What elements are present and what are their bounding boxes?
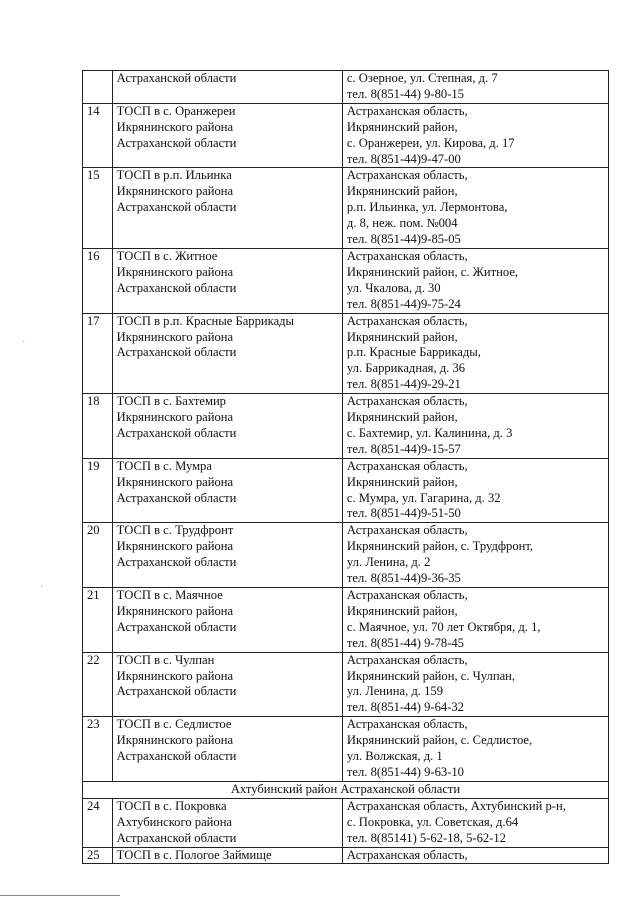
cell-line: Астраханская область, xyxy=(346,103,468,118)
office-name-cell xyxy=(112,588,342,653)
row-number: 18 xyxy=(83,394,113,459)
cell-line: ТОСП в р.п. Красные Баррикады xyxy=(116,313,295,328)
office-name-cell xyxy=(112,847,342,864)
office-name-cell xyxy=(112,798,342,847)
cell-line: Астраханской области xyxy=(116,684,237,699)
office-name-cell xyxy=(112,717,342,782)
cell-line: Икрянинский район, xyxy=(346,410,458,425)
cell-line: с. Бахтемир, ул. Калинина, д. 3 xyxy=(346,425,513,440)
cell-line: ТОСП в р.п. Ильинка xyxy=(116,168,232,183)
cell-line: р.п. Ильинка, ул. Лермонтова, xyxy=(346,200,508,215)
cell-line: д. 8, неж. пом. №004 xyxy=(346,216,458,231)
row-number: 22 xyxy=(83,652,113,717)
table-row xyxy=(83,523,609,588)
cell-line: Икрянинский район, с. Трудфронт, xyxy=(346,539,534,554)
office-address-cell xyxy=(342,313,608,394)
office-name-cell xyxy=(112,71,342,104)
cell-line: Икрянинского района xyxy=(116,410,234,425)
cell-line: Икрянинского района xyxy=(116,733,234,748)
row-number: 25 xyxy=(83,847,113,864)
office-address-cell xyxy=(342,847,608,864)
cell-line: Астраханской области xyxy=(116,425,237,440)
cell-line: Икрянинский район, с. Житное, xyxy=(346,264,519,279)
scan-speck-mark: · xyxy=(22,337,26,348)
cell-line: тел. 8(851-44)9-75-24 xyxy=(346,296,461,311)
cell-line: Икрянинского района xyxy=(116,603,234,618)
cell-line: Икрянинского района xyxy=(116,119,234,134)
office-name-cell xyxy=(112,523,342,588)
cell-line: Астраханской области xyxy=(116,619,237,634)
cell-line: р.п. Красные Баррикады, xyxy=(346,345,481,360)
cell-line: Икрянинский район, с. Седлистое, xyxy=(346,733,533,748)
cell-line: Астраханской области xyxy=(116,345,237,360)
cell-line: Икрянинского района xyxy=(116,264,234,279)
table-row xyxy=(83,588,609,653)
cell-line: тел. 8(851-44) 9-63-10 xyxy=(346,764,464,779)
cell-line: ул. Баррикадная, д. 36 xyxy=(346,361,466,376)
cell-line: Астраханской области xyxy=(116,749,237,764)
office-address-cell xyxy=(342,798,608,847)
table-row xyxy=(83,798,609,847)
office-address-cell xyxy=(342,168,608,249)
cell-line: Астраханская область, xyxy=(346,523,468,538)
cell-line: ТОСП в с. Седлистое xyxy=(116,717,232,732)
cell-line: ТОСП в с. Трудфронт xyxy=(116,523,234,538)
row-number: 16 xyxy=(83,248,113,313)
cell-line: Астраханской области xyxy=(116,280,237,295)
cell-line: ТОСП в с. Маячное xyxy=(116,588,223,602)
row-number: 20 xyxy=(83,523,113,588)
cell-line: Астраханской области xyxy=(116,555,237,570)
cell-line: ТОСП в с. Оранжереи xyxy=(116,103,236,118)
table-row xyxy=(83,103,609,168)
office-name-cell xyxy=(112,458,342,523)
office-address-cell xyxy=(342,458,608,523)
cell-line: Астраханская область, xyxy=(346,717,468,732)
office-address-cell xyxy=(342,523,608,588)
table-row xyxy=(83,652,609,717)
cell-line: ТОСП в с. Покровка xyxy=(116,798,227,813)
cell-line: тел. 8(851-44)9-51-50 xyxy=(346,506,461,521)
row-number xyxy=(83,71,113,104)
cell-line: Астраханская область, xyxy=(346,248,468,263)
table-row xyxy=(83,458,609,523)
office-name-cell xyxy=(112,394,342,459)
offices-table xyxy=(82,70,609,864)
office-name-cell xyxy=(112,313,342,394)
cell-line: тел. 8(851-44) 9-80-15 xyxy=(346,86,464,101)
row-number: 17 xyxy=(83,313,113,394)
cell-line: ул. Ленина, д. 159 xyxy=(346,684,443,699)
cell-line: Астраханской области xyxy=(116,830,237,845)
cell-line: Икрянинский район, с. Чулпан, xyxy=(346,668,516,683)
table-row xyxy=(83,248,609,313)
page-bottom-rule xyxy=(0,895,120,896)
cell-line: с. Маячное, ул. 70 лет Октября, д. 1, xyxy=(346,619,541,634)
cell-line: с. Оранжереи, ул. Кирова, д. 17 xyxy=(346,135,515,150)
cell-line: Икрянинский район, xyxy=(346,603,458,618)
cell-line: ТОСП в с. Пологое Займище xyxy=(116,847,272,862)
cell-line: Астраханской области xyxy=(116,490,237,505)
cell-line: с. Мумра, ул. Гагарина, д. 32 xyxy=(346,490,501,505)
cell-line: тел. 8(85141) 5-62-18, 5-62-12 xyxy=(346,830,506,845)
office-address-cell xyxy=(342,103,608,168)
cell-line: Икрянинского района xyxy=(116,329,234,344)
office-address-cell xyxy=(342,652,608,717)
row-number: 14 xyxy=(83,103,113,168)
cell-line: Икрянинский район, xyxy=(346,184,458,199)
cell-line: Астраханская область, xyxy=(346,313,468,328)
office-address-cell xyxy=(342,588,608,653)
cell-line: Астраханской области xyxy=(116,71,237,85)
cell-line: Астраханской области xyxy=(116,200,237,215)
row-number: 21 xyxy=(83,588,113,653)
table-row xyxy=(83,168,609,249)
row-number: 24 xyxy=(83,798,113,847)
cell-line: Икрянинского района xyxy=(116,184,234,199)
cell-line: Ахтубинского района xyxy=(116,814,233,829)
cell-line: ул. Чкалова, д. 30 xyxy=(346,280,441,295)
office-name-cell xyxy=(112,103,342,168)
cell-line: Икрянинский район, xyxy=(346,329,458,344)
cell-line: тел. 8(851-44) 9-64-32 xyxy=(346,700,464,715)
cell-line: ТОСП в с. Чулпан xyxy=(116,652,215,667)
offices-table-body xyxy=(83,71,609,864)
table-row xyxy=(83,717,609,782)
cell-line: Астраханской области xyxy=(116,135,237,150)
row-number: 19 xyxy=(83,458,113,523)
cell-line: тел. 8(851-44)9-29-21 xyxy=(346,377,461,392)
office-name-cell xyxy=(112,652,342,717)
office-address-cell xyxy=(342,71,608,104)
cell-line: тел. 8(851-44)9-15-57 xyxy=(346,441,461,456)
cell-line: Астраханская область, xyxy=(346,394,468,409)
cell-line: ТОСП в с. Мумра xyxy=(116,458,212,473)
section-title: Ахтубинский район Астраханской области xyxy=(83,781,609,798)
cell-line: Икрянинского района xyxy=(116,539,234,554)
cell-line: Икрянинского района xyxy=(116,668,234,683)
row-number: 15 xyxy=(83,168,113,249)
cell-line: ТОСП в с. Житное xyxy=(116,248,218,263)
office-address-cell xyxy=(342,248,608,313)
cell-line: ул. Волжская, д. 1 xyxy=(346,749,443,764)
table-row xyxy=(83,394,609,459)
cell-line: ул. Ленина, д. 2 xyxy=(346,555,431,570)
cell-line: Икрянинский район, xyxy=(346,119,458,134)
cell-line: Астраханская область, Ахтубинский р-н, xyxy=(346,798,566,813)
cell-line: с. Покровка, ул. Советская, д.64 xyxy=(346,814,519,829)
table-row xyxy=(83,847,609,864)
cell-line: с. Озерное, ул. Степная, д. 7 xyxy=(346,71,498,85)
office-name-cell xyxy=(112,168,342,249)
cell-line: Астраханская область, xyxy=(346,847,468,862)
table-row xyxy=(83,313,609,394)
cell-line: Астраханская область, xyxy=(346,652,468,667)
section-header-row xyxy=(83,781,609,798)
row-number: 23 xyxy=(83,717,113,782)
table-row xyxy=(83,71,609,104)
cell-line: Астраханская область, xyxy=(346,458,468,473)
cell-line: тел. 8(851-44)9-85-05 xyxy=(346,232,461,247)
office-address-cell xyxy=(342,717,608,782)
cell-line: Икрянинского района xyxy=(116,474,234,489)
office-address-cell xyxy=(342,394,608,459)
cell-line: тел. 8(851-44) 9-78-45 xyxy=(346,635,464,650)
cell-line: ТОСП в с. Бахтемир xyxy=(116,394,226,409)
cell-line: Икрянинский район, xyxy=(346,474,458,489)
office-name-cell xyxy=(112,248,342,313)
scan-speck-mark: · xyxy=(40,582,44,593)
cell-line: Астраханская область, xyxy=(346,588,468,602)
cell-line: тел. 8(851-44)9-36-35 xyxy=(346,571,461,586)
cell-line: тел. 8(851-44)9-47-00 xyxy=(346,151,461,166)
cell-line: Астраханская область, xyxy=(346,168,468,183)
